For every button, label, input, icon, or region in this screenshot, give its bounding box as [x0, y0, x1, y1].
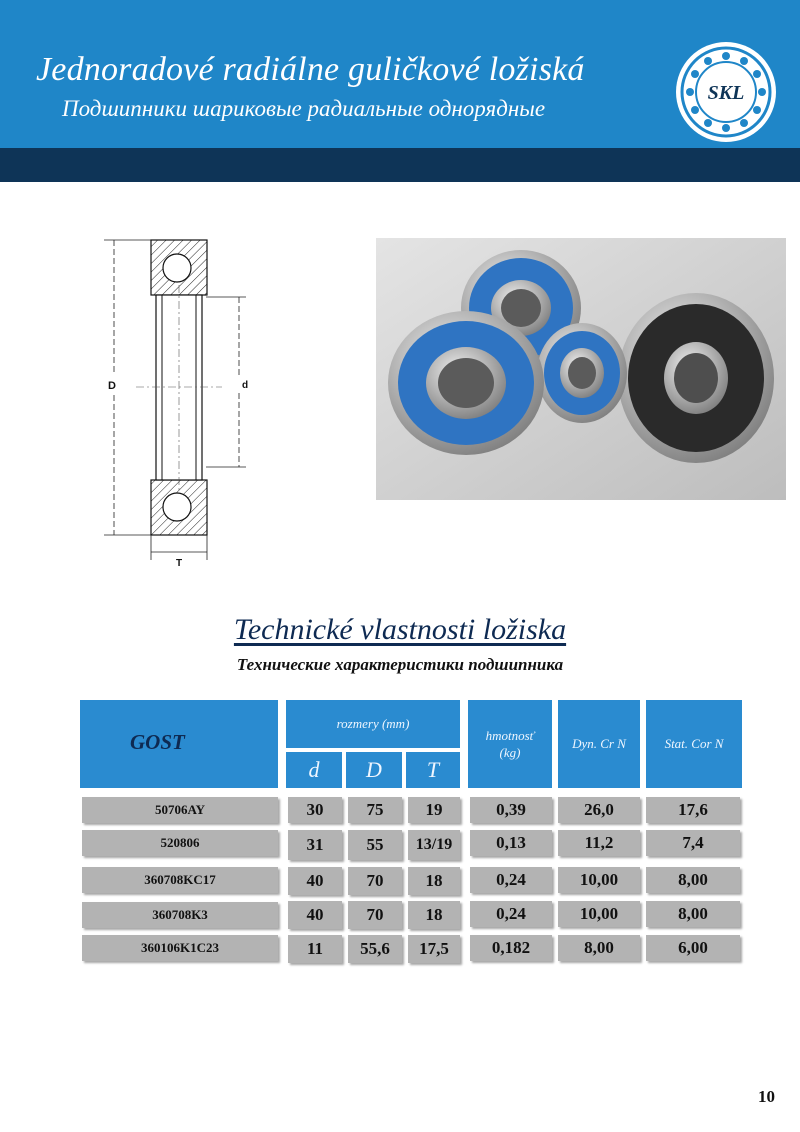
cell-D: 70	[348, 867, 402, 895]
cell-T: 17,5	[408, 935, 460, 963]
cell-weight: 0,13	[470, 830, 552, 856]
cell-d: 30	[288, 797, 342, 823]
logo-text: SKL	[707, 82, 745, 104]
cell-stat: 8,00	[646, 901, 740, 927]
header-dark-band	[0, 148, 800, 182]
cell-stat: 8,00	[646, 867, 740, 893]
page-title: Jednoradové radiálne guličkové ložiská	[36, 51, 585, 88]
section-subtitle: Технические характеристики подшипника	[236, 655, 564, 674]
header-weight: hmotnosť (kg)	[468, 700, 552, 788]
cell-d: 31	[288, 830, 342, 860]
cell-stat: 17,6	[646, 797, 740, 823]
cell-d: 40	[288, 867, 342, 895]
bearing-blue-small	[537, 323, 627, 423]
header-T: T	[406, 752, 460, 788]
page-number: 10	[758, 1087, 775, 1106]
bearing-blue-front	[388, 311, 544, 455]
bearing-black	[618, 293, 774, 463]
cell-T: 19	[408, 797, 460, 823]
cell-gost: 360708KC17	[82, 867, 278, 893]
cell-T: 18	[408, 867, 460, 895]
cell-weight: 0,182	[470, 935, 552, 961]
cell-dyn: 8,00	[558, 935, 640, 961]
header-dimensions: rozmery (mm)	[286, 700, 460, 748]
cell-gost: 520806	[82, 830, 278, 856]
dimension-T-label: T	[176, 558, 183, 569]
cell-weight: 0,39	[470, 797, 552, 823]
cell-d: 11	[288, 935, 342, 963]
cell-D: 55	[348, 830, 402, 860]
header-gost: GOST	[80, 700, 278, 788]
cell-D: 70	[348, 901, 402, 929]
cell-gost: 50706AY	[82, 797, 278, 823]
bearing-section-drawing	[96, 225, 266, 575]
cell-d: 40	[288, 901, 342, 929]
header-d: d	[286, 752, 342, 788]
cell-dyn: 11,2	[558, 830, 640, 856]
header-D: D	[346, 752, 402, 788]
page-subtitle: Подшипники шариковые радиальные однорядные	[62, 96, 546, 121]
cell-T: 13/19	[408, 830, 460, 860]
bearings-photo	[376, 238, 786, 500]
cell-weight: 0,24	[470, 867, 552, 893]
cell-D: 75	[348, 797, 402, 823]
header-stat: Stat. Cor N	[646, 700, 742, 788]
dimension-d-label: d	[242, 380, 249, 391]
cell-dyn: 26,0	[558, 797, 640, 823]
header-dyn: Dyn. Cr N	[558, 700, 640, 788]
cell-T: 18	[408, 901, 460, 929]
cell-stat: 6,00	[646, 935, 740, 961]
cell-dyn: 10,00	[558, 867, 640, 893]
cell-D: 55,6	[348, 935, 402, 963]
cell-weight: 0,24	[470, 901, 552, 927]
skl-logo	[672, 38, 780, 146]
cell-gost: 360708K3	[82, 902, 278, 928]
cell-dyn: 10,00	[558, 901, 640, 927]
section-title: Technické vlastnosti ložiska	[233, 613, 567, 646]
cell-gost: 360106K1C23	[82, 935, 278, 961]
cell-stat: 7,4	[646, 830, 740, 856]
dimension-D-label: D	[108, 380, 116, 392]
